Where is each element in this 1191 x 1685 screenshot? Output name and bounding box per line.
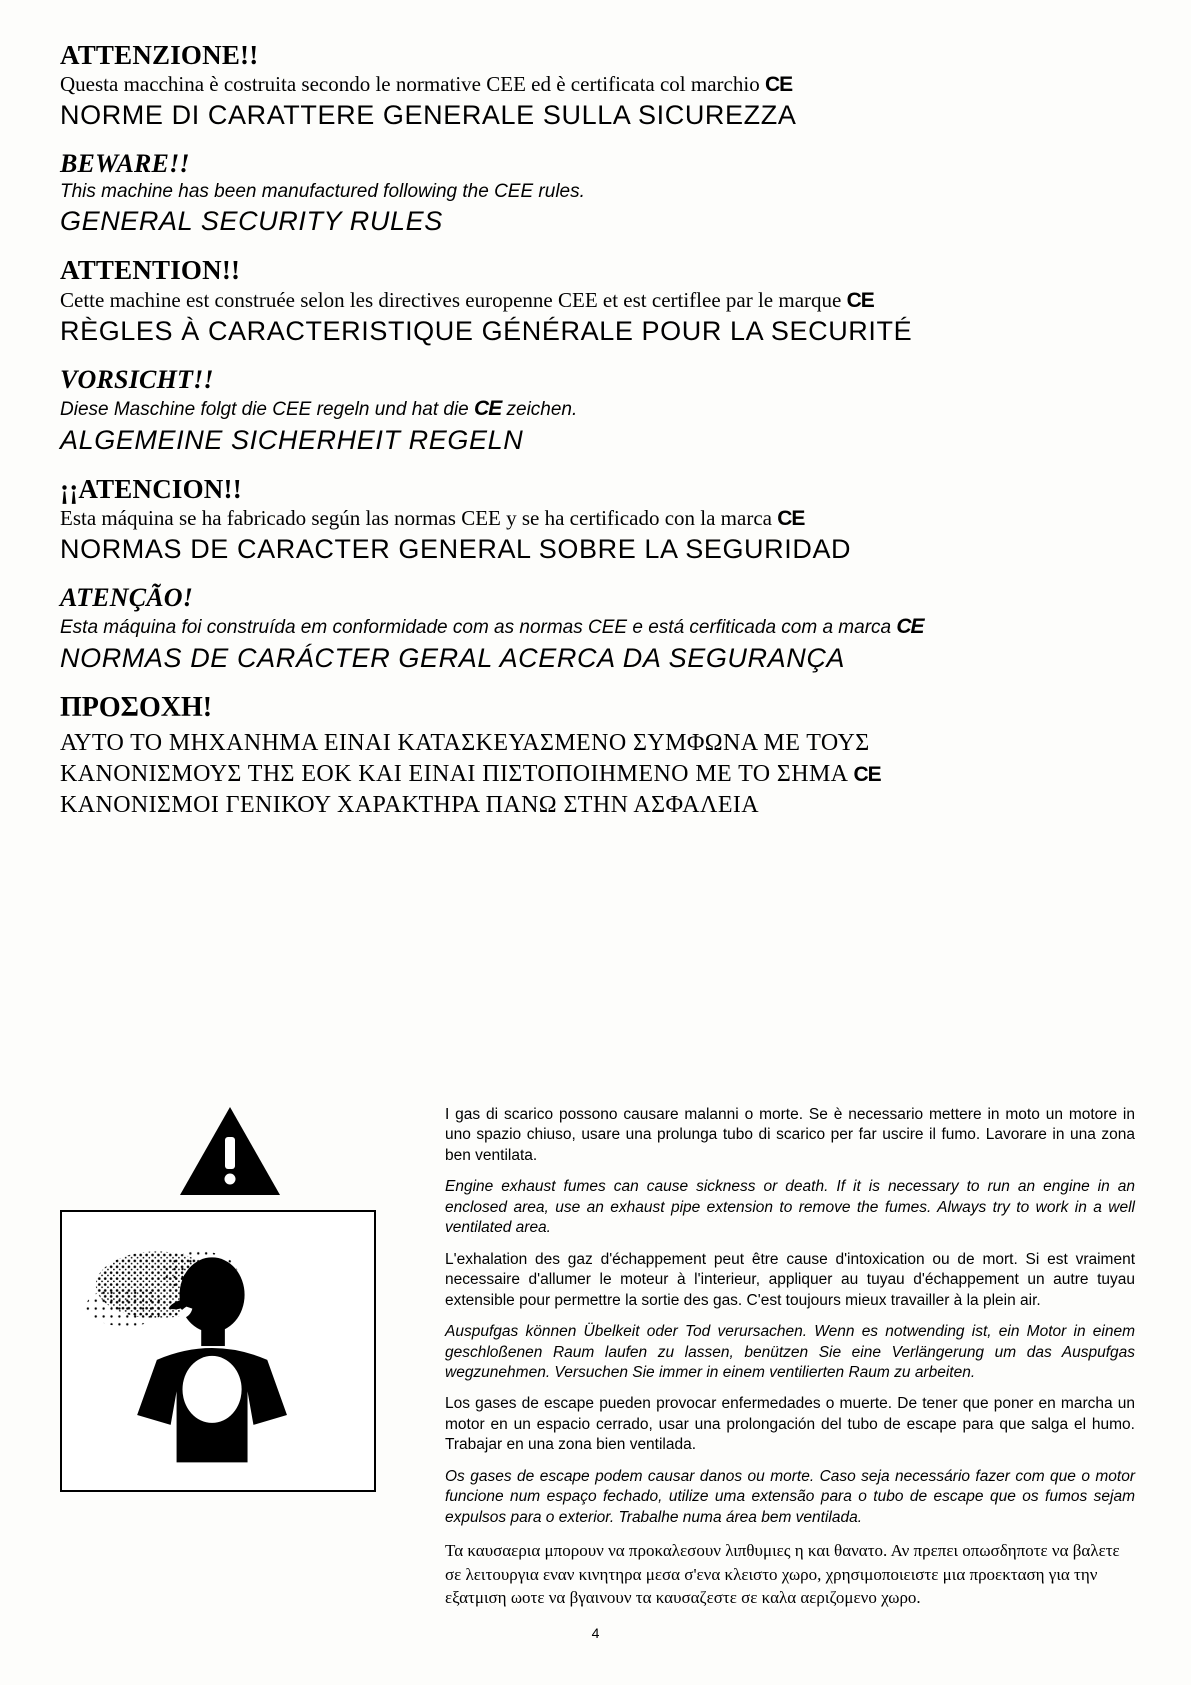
lang-subtitle-text-portuguese: Esta máquina foi construída em conformidade com as normas CEE e está cerfiticada com a marca [60, 617, 892, 639]
warning-text-block [445, 1105, 1135, 1621]
exhaust-pictogram [60, 1210, 376, 1492]
warning-paragraph-pt: Os gases de escape podem causar danos ou morte. Caso seja necessário fazer com que o motor funcione num espaço fechado, utilize uma extensão para o tubo de escape que os fumos sejam expulsos para o exterior. Trabalhe numa área bem ventilada. [445, 1467, 1135, 1526]
lang-heading-portuguese: NORMAS DE CARÁCTER GERAL ACERCA DA SEGURANÇA [60, 643, 846, 674]
lang-subtitle-portuguese [60, 614, 1135, 640]
warning-triangle-icon [178, 1105, 282, 1197]
lang-greek-line-1: ΑΥΤΟ ΤΟ ΜΗΧΑΝΗΜΑ ΕΙΝΑΙ ΚΑΤΑΣΚΕΥΑΣΜΕΝΟ ΣΥΜΦΩΝΑ ΜΕ ΤΟΥΣ [60, 730, 870, 757]
warning-graphics [60, 1105, 400, 1492]
lang-subtitle-german [60, 396, 1135, 422]
ce-mark-icon: CE [777, 507, 805, 531]
lang-subtitle-text-german-tail: zeichen. [506, 399, 578, 420]
lang-subtitle-english: This machine has been manufactured following the CEE rules. [60, 180, 585, 202]
lang-subtitle-spanish [60, 506, 1135, 531]
lang-subtitle-text-italian: Questa macchina è costruita secondo le normative CEE ed è certificata col marchio [60, 72, 760, 97]
language-block-greek [60, 692, 1135, 820]
warning-paragraph-en: Engine exhaust fumes can cause sickness or death. If it is necessary to run an engine in an enclosed area, use an exhaust pipe extension to remove the fumes. Always try to work in a well ventilated area. [445, 1178, 1135, 1237]
language-block-english [60, 149, 1135, 237]
warning-paragraph-fr: L'exhalation des gaz d'échappement peut être cause d'intoxication ou de mort. Si est vraiment necessaire d'allumer le moteur à l'interieur, appliquer au tuyau d'échappement un autre tuyau extensible pour permettre la sortie des gas. C'est toujours mieux travailler à la plein air. [445, 1250, 1135, 1309]
page-number: 4 [591, 1625, 600, 1641]
ce-mark-icon: CE [474, 397, 502, 420]
language-block-french [60, 255, 1135, 346]
warning-paragraph-it: I gas di scarico possono causare malanni o morte. Se è necessario mettere in moto un motore in uno spazio chiuso, usare una prolunga tubo di scarico per far uscire il fumo. Lavorare in una zona ben ventilata. [445, 1106, 1135, 1164]
safety-notice-section [60, 40, 1135, 838]
warning-paragraph-el: Τα καυσαερια μπορουν να προκαλεσουν λιπθυμιες η και θανατο. Αν πρεπει οπωσδηποτε να βαλετε σε λειτουργια εναν κινητηρα μεσα σ'ενα κλειστο χωρο, χρησιμοποιειστε μια προεκταση για την εξατμιση ωοτε να βγαινουν τα καυσαζεστε σε καλα αεριζομενο χωρο. [445, 1541, 1120, 1608]
lang-title-german: VORSICHT!! [60, 364, 214, 394]
lang-heading-italian: NORME DI CARATTERE GENERALE SULLA SICUREZZA [60, 100, 797, 131]
lang-greek-line-2-text: ΚΑΝΟΝΙΣΜΟΥΣ ΤΗΣ ΕΟΚ ΚΑΙ ΕΙΝΑΙ ΠΙΣΤΟΠΟΙΗΜΕΝΟ ΜΕ ΤΟ ΣΗΜΑ [60, 760, 848, 787]
ce-mark-icon: CE [764, 73, 793, 97]
warning-triangle-wrap [60, 1105, 400, 1202]
lang-title-spanish: ¡¡ATENCION!! [60, 473, 242, 504]
lang-title-french: ATTENTION!! [60, 255, 241, 286]
lang-heading-spanish: NORMAS DE CARACTER GENERAL SOBRE LA SEGURIDAD [60, 534, 852, 565]
ce-mark-icon: CE [853, 762, 881, 786]
lang-subtitle-text-french: Cette machine est construée selon les directives europenne CEE et est certiflee par le marque [60, 287, 842, 312]
lang-heading-english: GENERAL SECURITY RULES [60, 206, 443, 237]
lang-subtitle-french [60, 288, 1135, 313]
language-block-spanish [60, 474, 1135, 565]
lang-title-greek: ΠΡΟΣΟΧΗ! [60, 692, 213, 724]
language-block-italian [60, 40, 1135, 131]
warning-paragraph-de: Auspufgas können Übelkeit oder Tod verursachen. Wenn es notwending ist, ein Motor in einem geschloßenen Raum laufen zu lassen, benützen Sie eine Verlängerung um das Auspufgas wegzunehmen. Versuchen Sie immer in einem ventilierten Raum zu arbeiten. [445, 1323, 1135, 1381]
ce-mark-icon: CE [846, 288, 874, 312]
language-block-german [60, 365, 1135, 456]
lang-greek-line-3: ΚΑΝΟΝΙΣΜΟΙ ΓΕΝΙΚΟΥ ΧΑΡΑΚΤΗΡΑ ΠΑΝΩ ΣΤΗΝ ΑΣΦΑΛΕΙΑ [60, 791, 760, 818]
language-block-portuguese [60, 583, 1135, 674]
warning-paragraph-es: Los gases de escape pueden provocar enfermedades o muerte. De tener que poner en marcha un motor en un espacio cerrado, usar una prolongación del tubo de escape para que salga el humo. Trabajar en una zona bien ventilada. [445, 1395, 1135, 1454]
lang-heading-french: RÈGLES À CARACTERISTIQUE GÉNÉRALE POUR LA SECURITÉ [60, 315, 913, 346]
lang-subtitle-text-spanish: Esta máquina se ha fabricado según las normas CEE y se ha certificado con la marca [60, 506, 772, 531]
lang-title-italian: ATTENZIONE!! [60, 40, 259, 70]
lang-title-portuguese: ATENÇÃO! [60, 583, 194, 613]
lang-heading-german: ALGEMEINE SICHERHEIT REGELN [60, 424, 524, 455]
ce-mark-icon: CE [896, 615, 924, 639]
lang-subtitle-italian [60, 72, 1135, 97]
lang-title-english: BEWARE!! [60, 149, 190, 179]
lang-subtitle-text-german: Diese Maschine folgt die CEE regeln und hat die [60, 399, 469, 420]
lang-greek-line-2 [60, 759, 1135, 790]
